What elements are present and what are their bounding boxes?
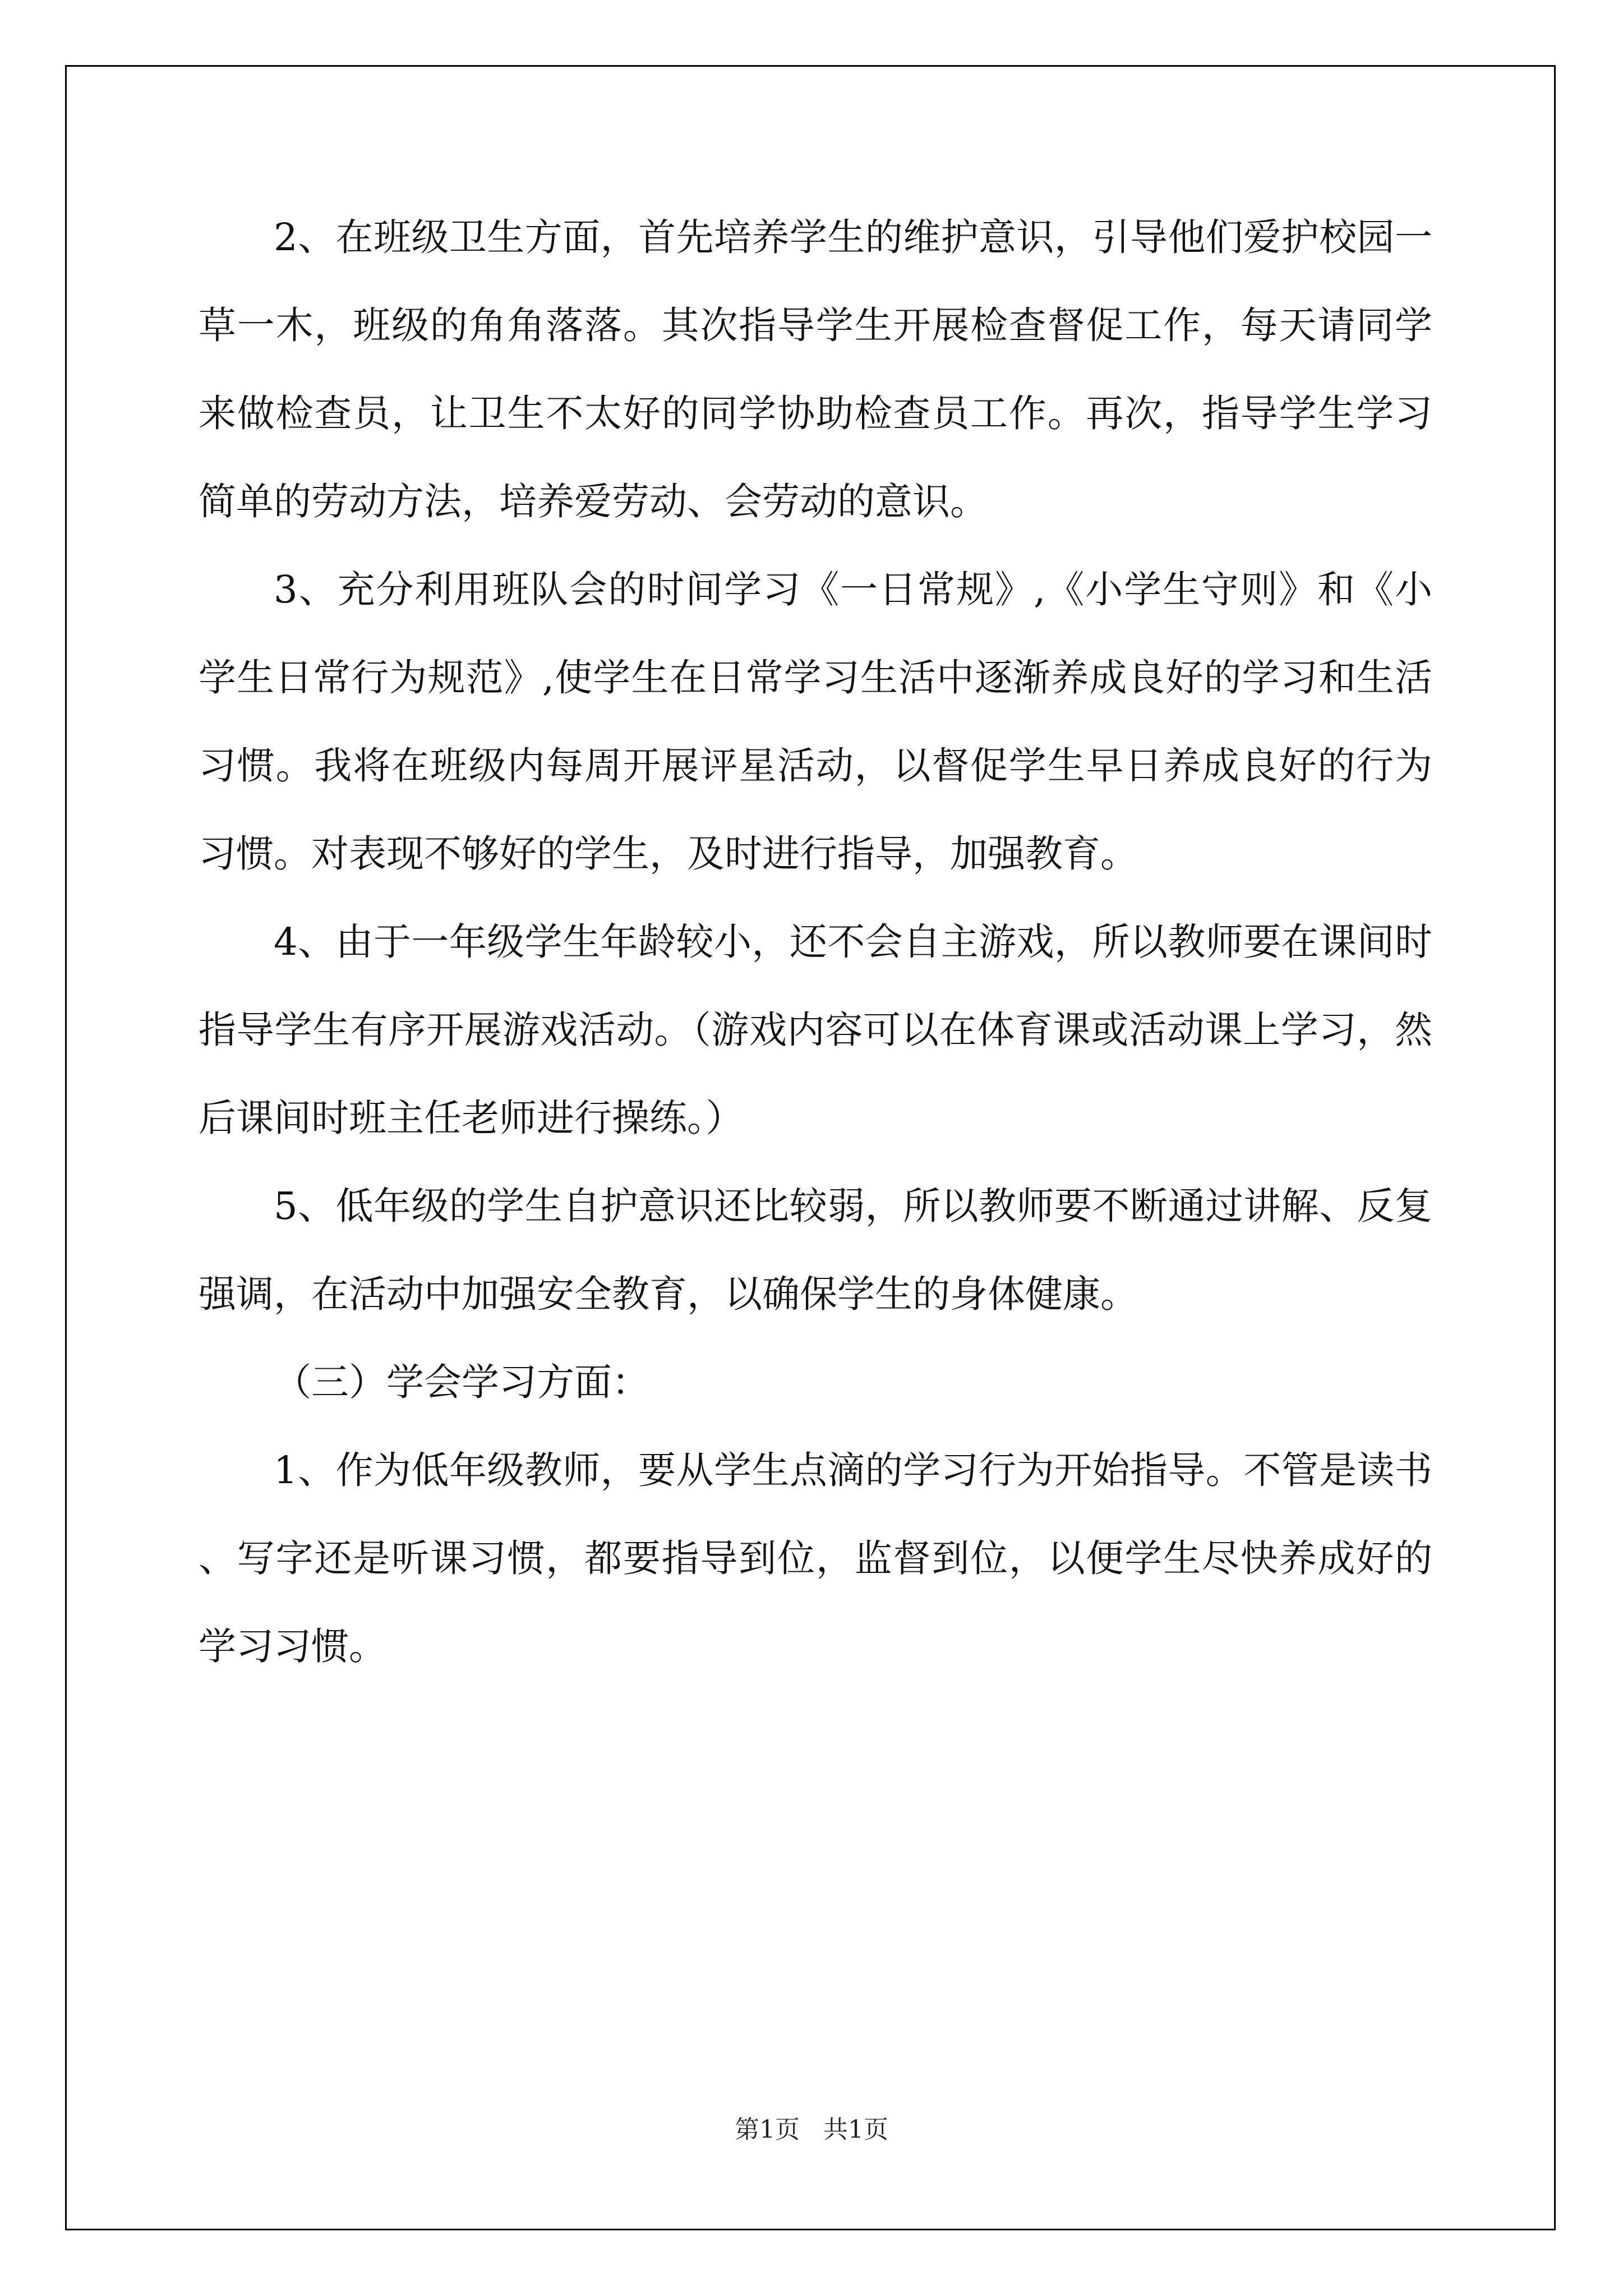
paragraph-safety: 5、低年级的学生自护意识还比较弱，所以教师要不断通过讲解、反复强调，在活动中加强安全教育，以确保学生的身体健康。: [199, 1184, 1432, 1316]
document-body: [199, 194, 1432, 1691]
paragraph-study-habits: 1、作为低年级教师，要从学生点滴的学习行为开始指导。不管是读书、写字还是听课习惯，都要指导到位，监督到位，以便学生尽快养成好的学习习惯。: [199, 1448, 1432, 1668]
paragraph-hygiene: 2、在班级卫生方面，首先培养学生的维护意识，引导他们爱护校园一草一木，班级的角角落落。其次指导学生开展检查督促工作，每天请同学来做检查员，让卫生不太好的同学协助检查员工作。再次，指导学生学习简单的劳动方法，培养爱劳动、会劳动的意识。: [199, 215, 1432, 523]
paragraph-games: 4、由于一年级学生年龄较小，还不会自主游戏，所以教师要在课间时指导学生有序开展游戏活动。（游戏内容可以在体育课或活动课上学习，然后课间时班主任老师进行操练。）: [199, 920, 1432, 1140]
paragraph-class-meeting: 3、充分利用班队会的时间学习《一日常规》,《小学生守则》和《小学生日常行为规范》,使学生在日常学习生活中逐渐养成良好的学习和生活习惯。我将在班级内每周开展评星活动，以督促学生早日养成良好的行为习惯。对表现不够好的学生，及时进行指导，加强教育。: [199, 568, 1432, 876]
page-number-footer: 第1页 共1页: [735, 2115, 888, 2144]
section-heading-learning: （三）学会学习方面：: [274, 1360, 649, 1404]
